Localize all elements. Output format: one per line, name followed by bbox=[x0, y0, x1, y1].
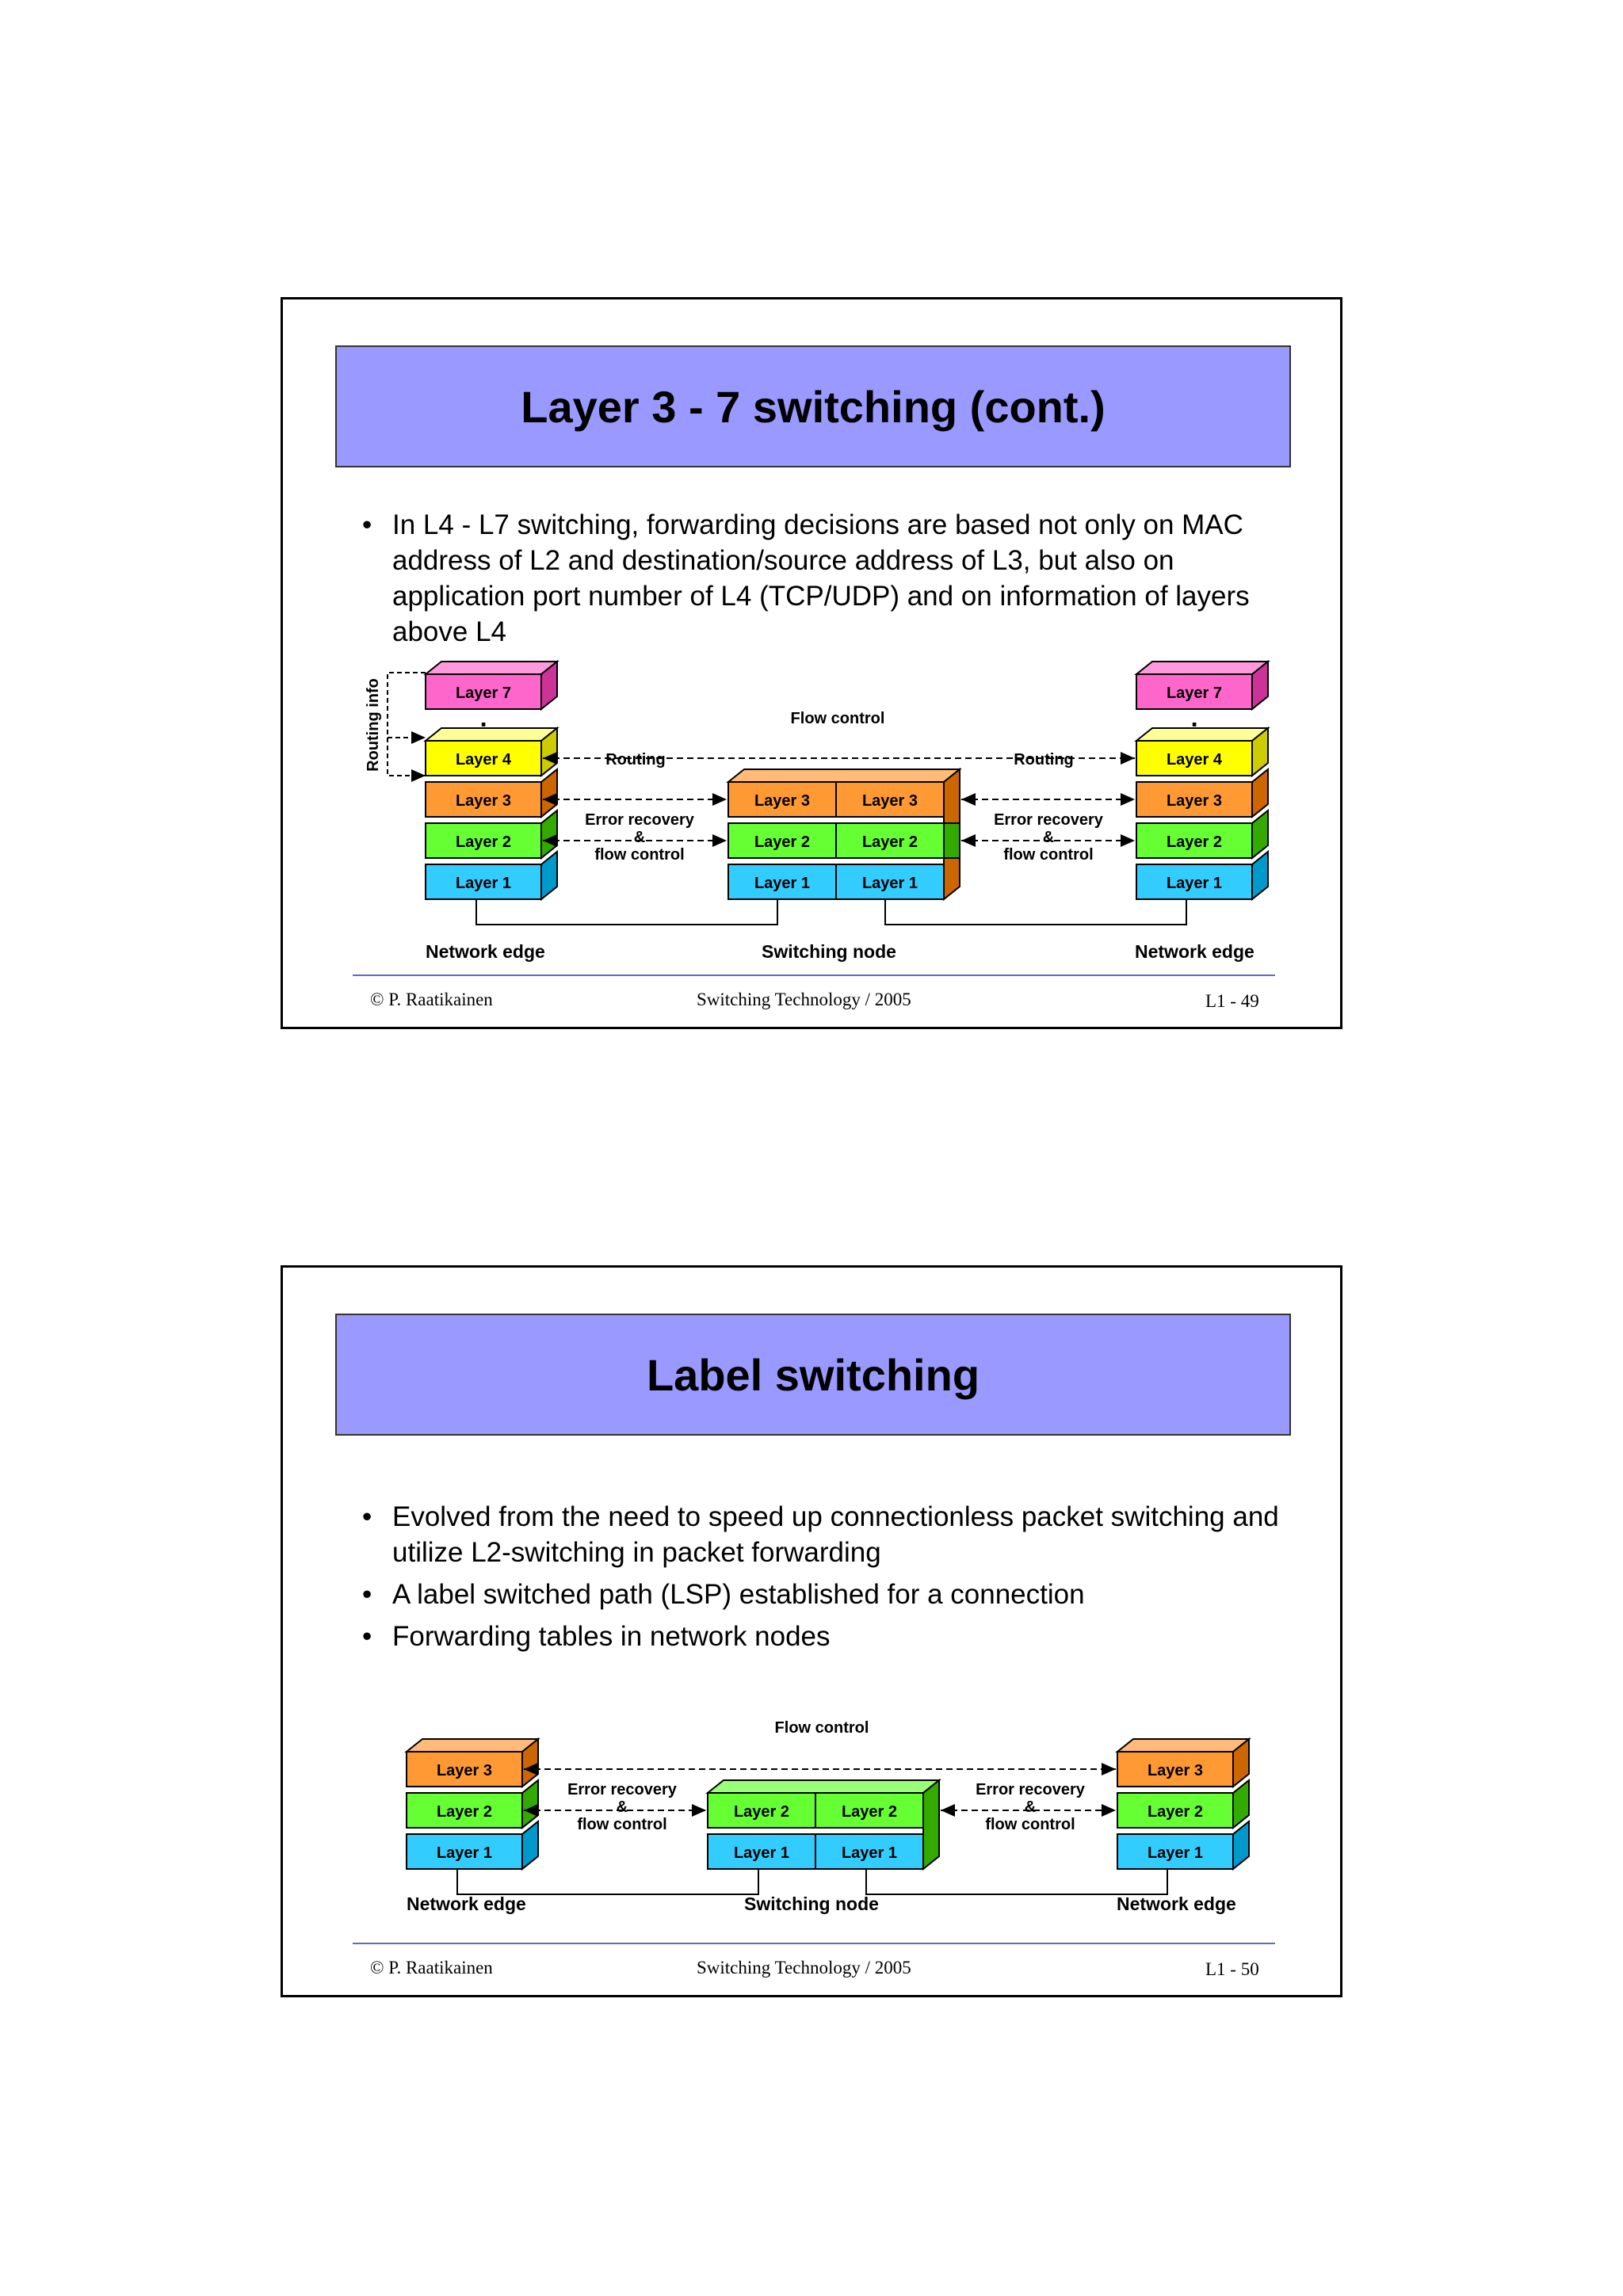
switching-node-stack bbox=[728, 769, 960, 899]
svg-text:&: & bbox=[616, 1798, 628, 1816]
layer4-block-left bbox=[426, 728, 557, 776]
slide-title: Layer 3 - 7 switching (cont.) bbox=[521, 381, 1106, 432]
svg-text:Layer 1: Layer 1 bbox=[1147, 1844, 1204, 1862]
label-switching-diagram bbox=[283, 1715, 1340, 1897]
bullet-list bbox=[362, 507, 1293, 650]
flow-control-label: Flow control bbox=[790, 710, 885, 727]
routing-label-right: Routing bbox=[1014, 751, 1074, 769]
right-edge-stack bbox=[1136, 662, 1268, 899]
svg-text:flow control: flow control bbox=[1003, 846, 1094, 864]
svg-text:&: & bbox=[633, 829, 646, 846]
svg-text:&: & bbox=[1042, 829, 1055, 846]
network-edge-left-label: Network edge bbox=[426, 941, 545, 962]
svg-text:Layer 2: Layer 2 bbox=[1166, 833, 1223, 851]
svg-text:Layer 1: Layer 1 bbox=[733, 1844, 790, 1862]
svg-text:Error recovery: Error recovery bbox=[567, 1781, 677, 1798]
svg-text:Layer 3: Layer 3 bbox=[754, 792, 811, 810]
layer7-block-left bbox=[426, 662, 557, 709]
svg-text:Layer 2: Layer 2 bbox=[841, 1803, 898, 1821]
switching-node-label: Switching node bbox=[762, 941, 896, 962]
layer7-label: Layer 7 bbox=[455, 685, 512, 702]
svg-text:Error recovery: Error recovery bbox=[994, 811, 1103, 829]
svg-text:Layer 1: Layer 1 bbox=[861, 875, 918, 892]
switching-node-label: Switching node bbox=[744, 1894, 879, 1914]
svg-text:Layer 1: Layer 1 bbox=[1166, 875, 1223, 892]
network-edge-left-label: Network edge bbox=[407, 1894, 526, 1914]
footer-author: © P. Raatikainen bbox=[370, 1958, 493, 1978]
svg-text:flow control: flow control bbox=[577, 1816, 667, 1833]
svg-text:Layer 3: Layer 3 bbox=[1147, 1762, 1204, 1779]
flow-control-label: Flow control bbox=[774, 1719, 869, 1737]
slide-title-box bbox=[335, 345, 1291, 467]
left-edge-stack bbox=[426, 662, 557, 899]
footer-rule bbox=[353, 1943, 1275, 1944]
slide-49 bbox=[281, 297, 1342, 1029]
svg-text:&: & bbox=[1024, 1798, 1037, 1816]
svg-text:Layer 1: Layer 1 bbox=[455, 875, 512, 892]
footer-author: © P. Raatikainen bbox=[370, 990, 493, 1009]
switching-node-stack bbox=[708, 1780, 939, 1869]
routing-info-label: Routing info bbox=[365, 678, 382, 772]
svg-text:Error recovery: Error recovery bbox=[585, 811, 694, 829]
bullet-item: • In L4 - L7 switching, forwarding decisions are based not only on MAC address of L2 and destination/source address of L3, but also on application port number of L4 (TCP/UDP) and on information of layers above L4 bbox=[362, 507, 1293, 650]
svg-text:Layer 3: Layer 3 bbox=[1166, 792, 1223, 810]
routing-label-left: Routing bbox=[605, 751, 666, 769]
network-edge-right-label: Network edge bbox=[1135, 941, 1254, 962]
svg-text:Layer 2: Layer 2 bbox=[733, 1803, 790, 1821]
bullet-item: • Forwarding tables in network nodes bbox=[362, 1619, 1293, 1654]
svg-text:Layer 2: Layer 2 bbox=[754, 833, 811, 851]
svg-text:Layer 3: Layer 3 bbox=[861, 792, 918, 810]
footer-course: Switching Technology / 2005 bbox=[697, 1958, 911, 1978]
svg-text:Error recovery: Error recovery bbox=[976, 1781, 1085, 1798]
svg-text:Layer 1: Layer 1 bbox=[841, 1844, 898, 1862]
bullet-item: • Evolved from the need to speed up connectionless packet switching and utilize L2-switching in packet forwarding bbox=[362, 1499, 1293, 1570]
svg-text:Layer 1: Layer 1 bbox=[754, 875, 811, 892]
svg-text:flow control: flow control bbox=[985, 1816, 1075, 1833]
svg-text:Layer 2: Layer 2 bbox=[861, 833, 918, 851]
footer-page-number: L1 - 49 bbox=[1205, 991, 1259, 1011]
bullet-list bbox=[362, 1499, 1293, 1654]
svg-text:Layer 2: Layer 2 bbox=[436, 1803, 493, 1821]
footer-course: Switching Technology / 2005 bbox=[697, 990, 911, 1009]
slide-50 bbox=[281, 1265, 1342, 1997]
svg-text:Layer 3: Layer 3 bbox=[455, 792, 512, 810]
protocol-stack-diagram bbox=[283, 658, 1340, 928]
footer-rule bbox=[353, 974, 1275, 976]
svg-text:Layer 1: Layer 1 bbox=[436, 1844, 493, 1862]
network-edge-right-label: Network edge bbox=[1117, 1894, 1236, 1914]
footer-page-number: L1 - 50 bbox=[1205, 1959, 1259, 1979]
right-edge-stack bbox=[1117, 1739, 1249, 1869]
svg-text:Layer 3: Layer 3 bbox=[436, 1762, 493, 1779]
left-edge-stack bbox=[407, 1739, 538, 1869]
svg-text:Layer 4: Layer 4 bbox=[1166, 751, 1223, 769]
svg-text:Layer 2: Layer 2 bbox=[455, 833, 512, 851]
bullet-item: • A label switched path (LSP) established for a connection bbox=[362, 1577, 1293, 1612]
slide-title-box bbox=[335, 1314, 1291, 1436]
slide-title: Label switching bbox=[646, 1349, 980, 1400]
svg-text:Layer 7: Layer 7 bbox=[1166, 685, 1223, 702]
svg-text:Layer 4: Layer 4 bbox=[455, 751, 512, 769]
svg-text:flow control: flow control bbox=[594, 846, 685, 864]
svg-text:Layer 2: Layer 2 bbox=[1147, 1803, 1204, 1821]
